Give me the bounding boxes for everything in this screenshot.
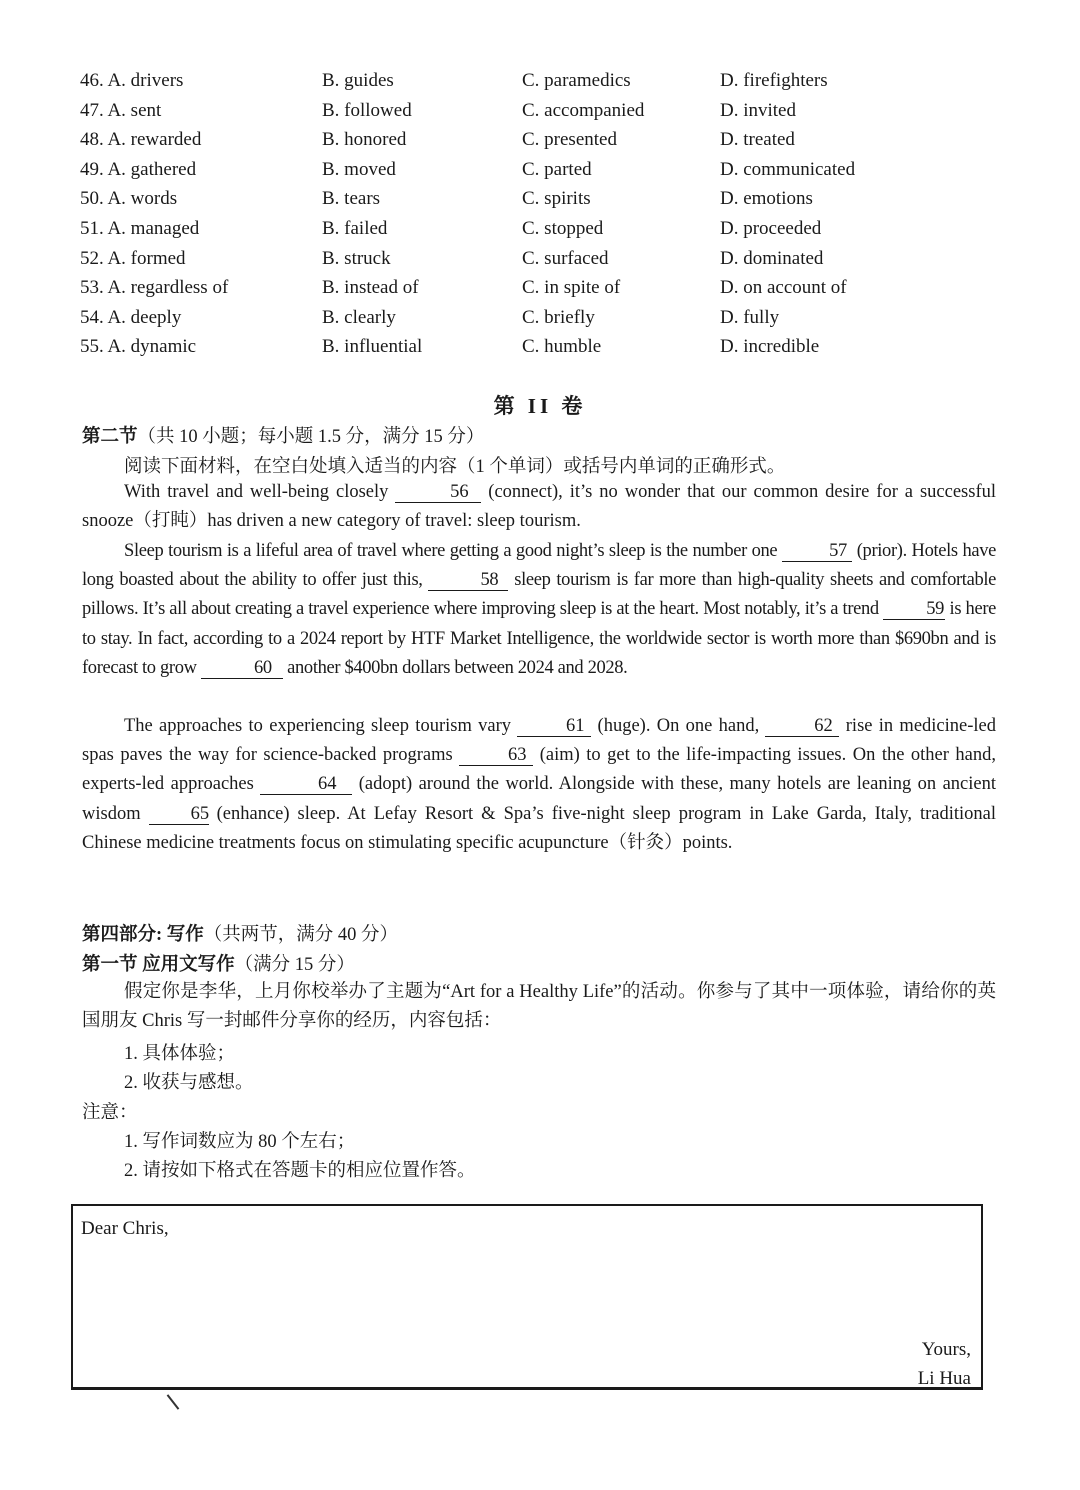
- passage-text: (adopt) around the world. Alongside with these, many hotels are leaning on ancient wisdom: [82, 774, 997, 824]
- option-d: D. proceeded: [720, 217, 822, 239]
- option-d: D. on account of: [720, 277, 847, 299]
- option-c: C. presented: [522, 129, 617, 151]
- blank-60: 60: [201, 658, 283, 679]
- option-b: B. clearly: [322, 306, 396, 328]
- option-c: C. paramedics: [522, 70, 631, 91]
- blank-57: 57: [782, 541, 852, 562]
- option-d: D. incredible: [720, 336, 820, 358]
- option-d: D. emotions: [720, 188, 813, 210]
- passage-text: rise in medicine-led spas paves the way for science-backed programs: [82, 716, 996, 766]
- blank-63: 63: [459, 745, 533, 766]
- option-c: C. humble: [522, 336, 602, 358]
- writing-prompt: 假定你是李华，上月你校举办了主题为“Art for a Healthy Life”的活动。你参与了其中一项体验，请给你的英国朋友 Chris 写一封邮件分享你的经历，内容包括：: [82, 982, 996, 1032]
- option-d: D. treated: [720, 129, 795, 151]
- blank-61: 61: [517, 716, 591, 737]
- option-question: 51. A. managed: [80, 217, 200, 239]
- option-b: B. influential: [322, 336, 423, 358]
- passage-text: (prior). Hotels have long boasted about the ability to offer just this,: [82, 541, 996, 591]
- option-c: C. in spite of: [522, 277, 621, 299]
- notes-label: 注意：: [82, 1103, 138, 1123]
- passage-text: is here to stay. In fact, according to a 2024 report by HTF Market Intelligence, the worldwide sector is worth more than $690bn and is forecast to grow: [82, 599, 996, 678]
- option-question: 53. A. regardless of: [80, 277, 229, 299]
- option-row: [80, 244, 1000, 274]
- option-d: D. dominated: [720, 247, 824, 269]
- part4-subheading-note: （满分 15 分）: [234, 955, 355, 975]
- option-b: B. followed: [322, 99, 412, 121]
- option-row: [80, 66, 1000, 96]
- option-row: [80, 214, 1000, 244]
- passage-text: (huge). On one hand,: [591, 716, 766, 736]
- pen-mark: [167, 1394, 180, 1409]
- option-row: [80, 155, 1000, 185]
- part4-subheading: 第一节 应用文写作: [82, 955, 235, 975]
- option-b: B. honored: [322, 129, 407, 151]
- option-c: C. accompanied: [522, 99, 645, 121]
- passage-text: (aim) to get to the life-impacting issues. On the other hand, experts-led approaches: [82, 745, 996, 795]
- passage-text: Sleep tourism is a lifeful area of travel where getting a good night’s sleep is the number one: [124, 541, 783, 561]
- option-c: C. parted: [522, 158, 592, 180]
- section2-instruction: 阅读下面材料，在空白处填入适当的内容（1 个单词）或括号内单词的正确形式。: [124, 457, 786, 477]
- blank-64: 64: [260, 774, 352, 795]
- blank-56: 56: [395, 482, 481, 503]
- volume-title: 第 II 卷: [493, 394, 587, 418]
- part4-heading: 第四部分: 写作: [82, 925, 204, 945]
- option-d: D. communicated: [720, 158, 856, 180]
- letter-answer-box: [71, 1204, 983, 1390]
- letter-greeting: Dear Chris,: [81, 1218, 169, 1239]
- note-item-2: 2. 请按如下格式在答题卡的相应位置作答。: [124, 1161, 476, 1181]
- note-item-1: 1. 写作词数应为 80 个左右；: [124, 1132, 356, 1152]
- option-question: 52. A. formed: [80, 247, 186, 269]
- option-c: C. spirits: [522, 188, 591, 210]
- blank-62: 62: [765, 716, 839, 737]
- part4-heading-line: [82, 920, 398, 946]
- passage-paragraph-2: [82, 537, 996, 683]
- blank-59: 59: [883, 599, 945, 620]
- prompt-item-2: 2. 收获与感想。: [124, 1073, 254, 1093]
- option-b: B. failed: [322, 217, 388, 239]
- option-b: B. struck: [322, 247, 391, 269]
- letter-signature: Li Hua: [917, 1368, 971, 1389]
- option-question: 50. A. words: [80, 188, 178, 210]
- prompt-item-1: 1. 具体体验；: [124, 1044, 236, 1064]
- options-table: [80, 66, 1000, 362]
- part4-subheading-line: [82, 950, 355, 976]
- section2-heading-line: [82, 422, 484, 448]
- option-question: 46. A. drivers: [80, 70, 184, 91]
- passage-paragraph-1: [82, 478, 996, 536]
- option-question: 49. A. gathered: [80, 158, 197, 180]
- passage-text: The approaches to experiencing sleep tourism vary: [124, 716, 518, 736]
- passage-text: sleep tourism is far more than high-quality sheets and comfortable pillows. It’s all about creating a travel experience where improving sleep is at the heart. Most notably, it’s a trend: [82, 570, 996, 620]
- blank-58: 58: [428, 570, 508, 591]
- option-question: 55. A. dynamic: [80, 336, 197, 358]
- option-question: 54. A. deeply: [80, 306, 182, 328]
- passage-text: (enhance) sleep. At Lefay Resort & Spa’s five-night sleep program in Lake Garda, Italy, traditional Chinese medicine treatments focus on stimulating specific acupuncture（针灸）points.: [82, 803, 996, 853]
- option-row: [80, 303, 1000, 333]
- option-b: B. tears: [322, 188, 381, 210]
- part4-heading-note: （共两节，满分 40 分）: [203, 925, 399, 945]
- option-question: 47. A. sent: [80, 99, 162, 121]
- passage-text: (connect), it’s no wonder that our common desire for a successful snooze（打盹）has driven a new category of travel: sleep tourism.: [82, 482, 996, 532]
- option-question: 48. A. rewarded: [80, 129, 202, 151]
- passage-text: With travel and well-being closely: [124, 482, 396, 502]
- option-b: B. guides: [322, 70, 394, 91]
- option-d: D. invited: [720, 99, 796, 121]
- option-row: [80, 332, 1000, 362]
- section2-heading: 第二节: [82, 427, 138, 447]
- passage-paragraph-3: [82, 712, 996, 858]
- option-b: B. moved: [322, 158, 396, 180]
- option-row: [80, 125, 1000, 155]
- option-row: [80, 184, 1000, 214]
- option-c: C. surfaced: [522, 247, 609, 269]
- blank-65: 65: [149, 804, 209, 825]
- option-d: D. firefighters: [720, 70, 828, 91]
- option-d: D. fully: [720, 306, 780, 328]
- letter-closing: Yours,: [921, 1339, 971, 1360]
- option-b: B. instead of: [322, 277, 419, 299]
- option-c: C. stopped: [522, 217, 604, 239]
- passage-text: another $400bn dollars between 2024 and 2028.: [282, 657, 628, 678]
- option-c: C. briefly: [522, 306, 595, 328]
- letter-closing-block: [918, 1335, 971, 1393]
- section2-heading-note: （共 10 小题；每小题 1.5 分，满分 15 分）: [137, 427, 485, 447]
- option-row: [80, 96, 1000, 126]
- option-row: [80, 273, 1000, 303]
